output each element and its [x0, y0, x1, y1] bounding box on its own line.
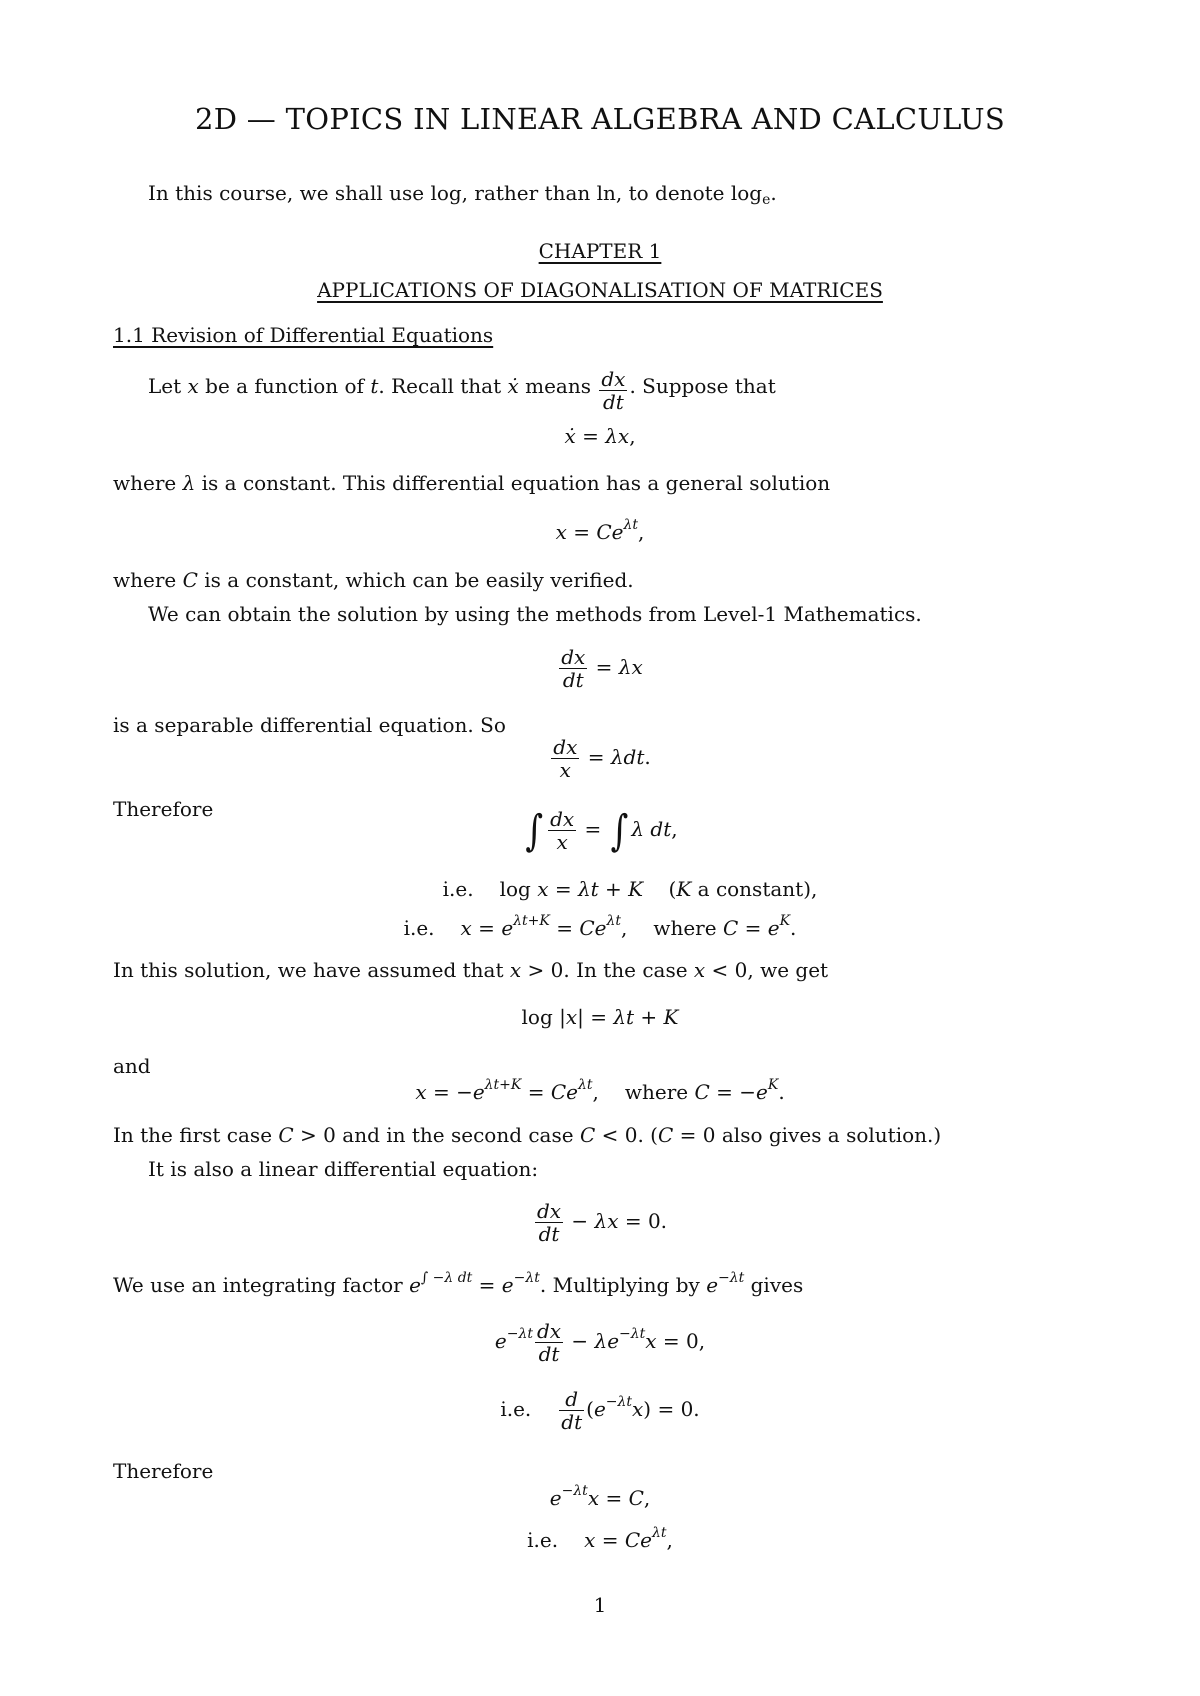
page-number: 1: [593, 1593, 607, 1617]
equation-linear: $\frac{dx}{dt}$ − λx = 0.: [536, 1199, 668, 1246]
document-title: 2D — TOPICS IN LINEAR ALGEBRA AND CALCULUS: [194, 102, 1006, 136]
paragraph-linear: It is also a linear differential equation:: [148, 1157, 539, 1181]
paragraph-therefore-1: Therefore: [113, 797, 214, 821]
equation-dxdt: $\frac{dx}{dt}$ = λx: [561, 645, 643, 692]
paragraph-therefore-2: Therefore: [113, 1459, 214, 1483]
equation-constant: $e^{-\lambda t}x = C$,: [549, 1483, 651, 1510]
equation-log: i.e. log x = λt + K (K a constant),: [442, 877, 818, 901]
equation-xdot: ẋ = λx,: [564, 424, 636, 448]
equation-derivative-product: i.e. $\frac{d}{dt}$ $(e^{-\lambda t}x) = 0$.: [500, 1387, 700, 1434]
equation-general-solution: $x = Ce^{\lambda t}$,: [555, 517, 645, 544]
paragraph-let-x: Let x be a function of t. Recall that ẋ means $\frac{dx}{dt}$ . Suppose that: [148, 367, 776, 414]
equation-final-solution: i.e. $x = Ce^{\lambda t}$,: [527, 1525, 673, 1552]
paragraph-integrating-factor: We use an integrating factor $e^{\int -\lambda dt} = e^{-\lambda t}$. Multiplying by $e^{-\lambda t}$ gives: [113, 1270, 804, 1297]
paragraph-assumed: In this solution, we have assumed that x > 0. In the case x < 0, we get: [113, 958, 829, 982]
equation-negative-solution: $x = -e^{\lambda t+K} = Ce^{\lambda t}$, where $C = -e^K$.: [415, 1077, 785, 1104]
paragraph-level1: We can obtain the solution by using the methods from Level-1 Mathematics.: [148, 602, 922, 626]
intro-paragraph: In this course, we shall use log, rather than ln, to denote $\log_e$.: [148, 181, 777, 208]
equation-multiplied: $e^{-\lambda t}$ $\frac{dx}{dt}$ − $\lambda e^{-\lambda t}x = 0$,: [494, 1319, 706, 1366]
section-heading: 1.1 Revision of Differential Equations: [113, 323, 494, 347]
paragraph-and: and: [113, 1054, 151, 1078]
paragraph-lambda-constant: where λ is a constant. This differential equation has a general solution: [113, 471, 831, 495]
paragraph-cases: In the first case C > 0 and in the second case C < 0. (C = 0 also gives a solution.): [113, 1123, 942, 1147]
chapter-heading: CHAPTER 1: [538, 239, 662, 263]
chapter-title: APPLICATIONS OF DIAGONALISATION OF MATRICES: [317, 278, 883, 302]
equation-integral: ∫ $\frac{dx}{x}$ = ∫ λ dt,: [525, 805, 678, 856]
paragraph-c-constant: where C is a constant, which can be easily verified.: [113, 568, 634, 592]
equation-separated: $\frac{dx}{x}$ = λdt.: [553, 735, 651, 782]
equation-log-abs: log |x| = λt + K: [521, 1005, 679, 1029]
paragraph-separable: is a separable differential equation. So: [113, 713, 506, 737]
equation-exp-solution: i.e. $x = e^{\lambda t+K} = Ce^{\lambda t}$, where $C = e^K$.: [403, 913, 797, 940]
